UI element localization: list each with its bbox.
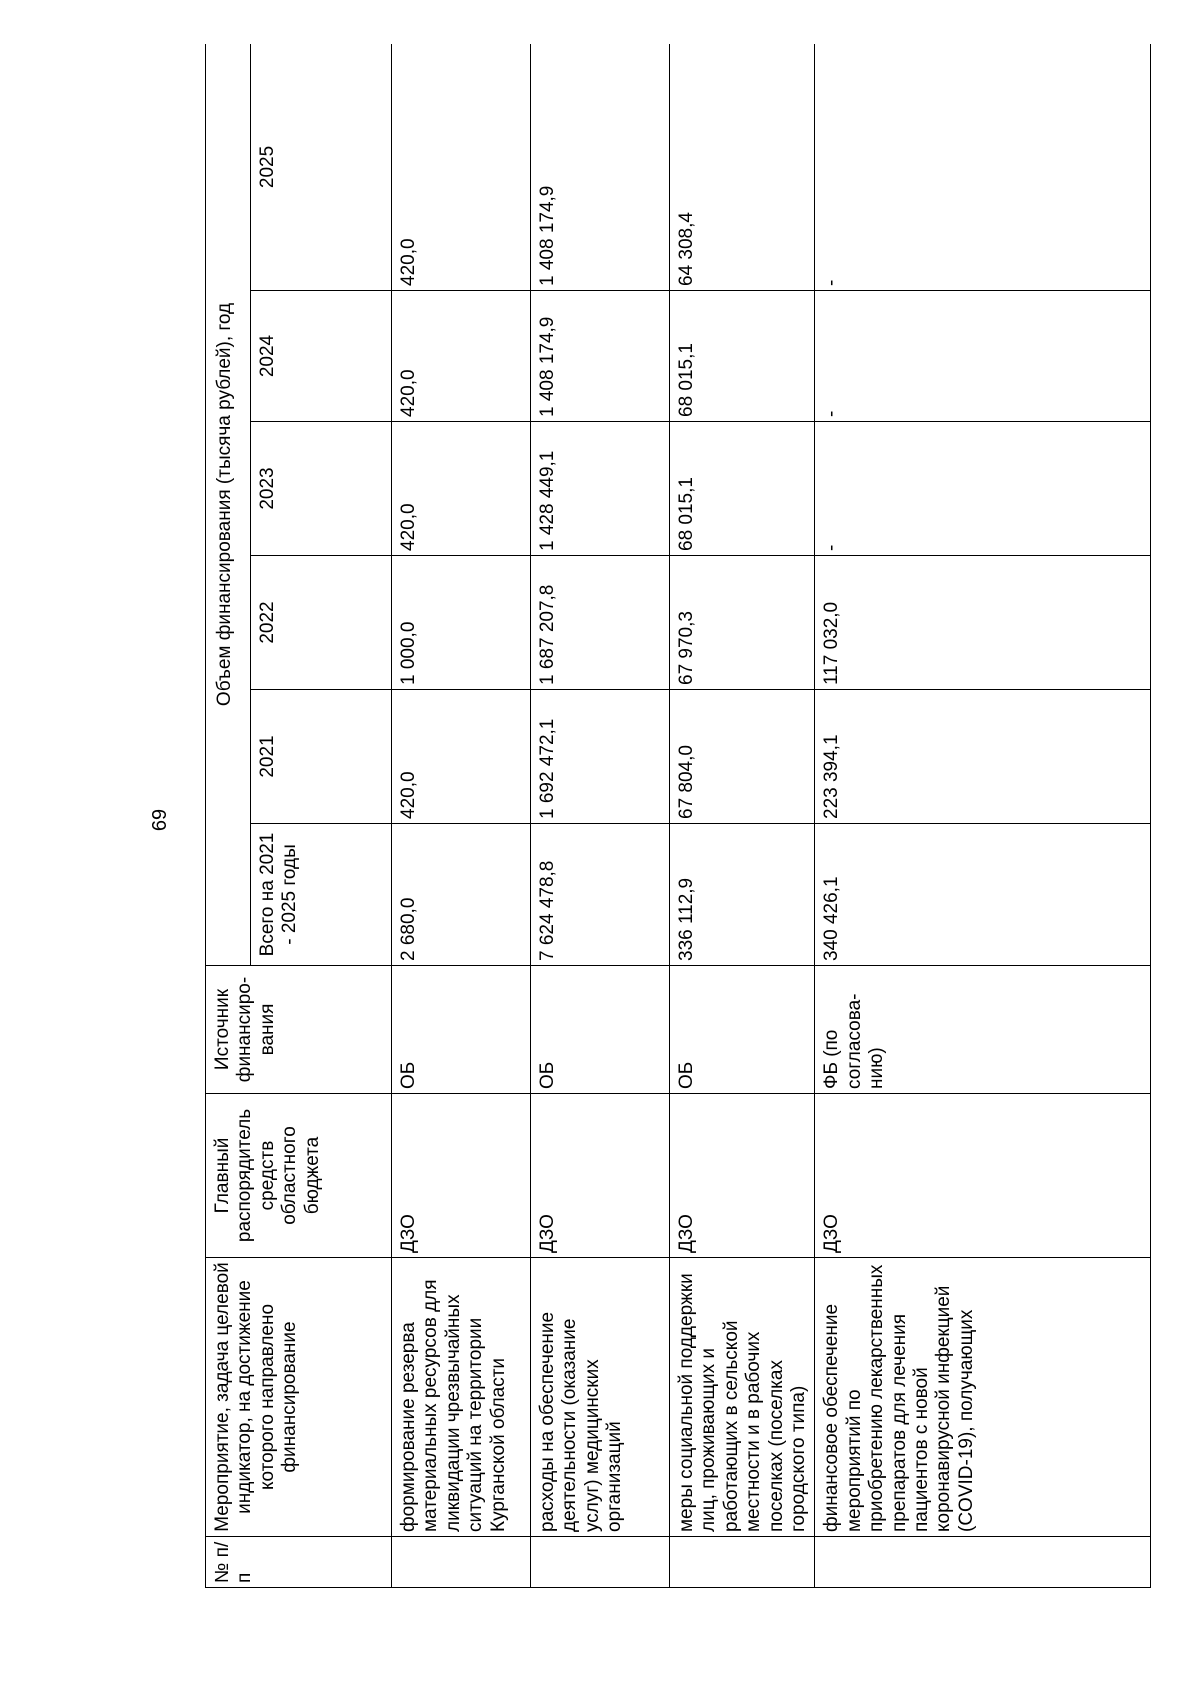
cell-measure: расходы на обеспечение деятельности (оказание услуг) медицинских организаций xyxy=(531,1258,670,1537)
cell-measure: меры социальной поддержки лиц, проживающих и работающих в сельской местности и в рабочих поселках (поселках городского типа) xyxy=(670,1258,815,1537)
cell-2023: 420,0 xyxy=(392,422,531,556)
cell-source: ОБ xyxy=(392,966,531,1094)
cell-no xyxy=(815,1537,1151,1588)
header-no: № п/п xyxy=(206,1537,392,1588)
header-total: Всего на 2021 - 2025 годы xyxy=(251,824,392,966)
cell-2025: - xyxy=(815,44,1151,291)
cell-2023: 68 015,1 xyxy=(670,422,815,556)
cell-2024: 1 408 174,9 xyxy=(531,291,670,422)
cell-2021: 1 692 472,1 xyxy=(531,690,670,824)
header-year-2023: 2023 xyxy=(251,422,392,556)
cell-2025: 420,0 xyxy=(392,44,531,291)
cell-source: ФБ (по согласова-нию) xyxy=(815,966,1151,1094)
cell-total: 7 624 478,8 xyxy=(531,824,670,966)
cell-source: ОБ xyxy=(670,966,815,1094)
rotated-table-viewport xyxy=(205,44,1151,1588)
table-row xyxy=(670,44,815,1588)
table-row xyxy=(815,44,1151,1588)
header-row xyxy=(206,44,251,1588)
cell-2024: 68 015,1 xyxy=(670,291,815,422)
cell-no xyxy=(670,1537,815,1588)
cell-manager: ДЗО xyxy=(670,1094,815,1258)
cell-measure: финансовое обеспечение мероприятий по приобретению лекарственных препаратов для лечения пациентов с новой коронавирусной инфекцией (COVID-19), получающих xyxy=(815,1258,1151,1537)
cell-2021: 420,0 xyxy=(392,690,531,824)
page-number: 69 xyxy=(148,808,171,832)
cell-2021: 67 804,0 xyxy=(670,690,815,824)
cell-manager: ДЗО xyxy=(392,1094,531,1258)
cell-2025: 1 408 174,9 xyxy=(531,44,670,291)
header-source: Источник финансиро-вания xyxy=(206,966,392,1094)
header-year-2024: 2024 xyxy=(251,291,392,422)
cell-2022: 1 000,0 xyxy=(392,556,531,690)
cell-2022: 117 032,0 xyxy=(815,556,1151,690)
rotated-table-frame xyxy=(205,44,1151,1588)
cell-measure: формирование резерва материальных ресурсов для ликвидации чрезвычайных ситуаций на территории Курганской области xyxy=(392,1258,531,1537)
cell-2023: - xyxy=(815,422,1151,556)
table-row xyxy=(392,44,531,1588)
header-year-2022: 2022 xyxy=(251,556,392,690)
cell-no xyxy=(392,1537,531,1588)
header-year-2021: 2021 xyxy=(251,690,392,824)
cell-no xyxy=(531,1537,670,1588)
header-year-2025: 2025 xyxy=(251,44,392,291)
header-manager: Главный распорядитель средств областного бюджета xyxy=(206,1094,392,1258)
cell-2024: - xyxy=(815,291,1151,422)
cell-2022: 1 687 207,8 xyxy=(531,556,670,690)
cell-2024: 420,0 xyxy=(392,291,531,422)
cell-2023: 1 428 449,1 xyxy=(531,422,670,556)
cell-source: ОБ xyxy=(531,966,670,1094)
cell-manager: ДЗО xyxy=(815,1094,1151,1258)
header-volume-group: Объем финансирования (тысяча рублей), год xyxy=(206,44,251,966)
table-row xyxy=(531,44,670,1588)
cell-2021: 223 394,1 xyxy=(815,690,1151,824)
financing-table xyxy=(205,44,1151,1588)
cell-2025: 64 308,4 xyxy=(670,44,815,291)
header-measure: Мероприятие, задача целевой индикатор, на достижение которого направлено финансирование xyxy=(206,1258,392,1537)
cell-total: 340 426,1 xyxy=(815,824,1151,966)
cell-manager: ДЗО xyxy=(531,1094,670,1258)
cell-total: 336 112,9 xyxy=(670,824,815,966)
cell-2022: 67 970,3 xyxy=(670,556,815,690)
cell-total: 2 680,0 xyxy=(392,824,531,966)
